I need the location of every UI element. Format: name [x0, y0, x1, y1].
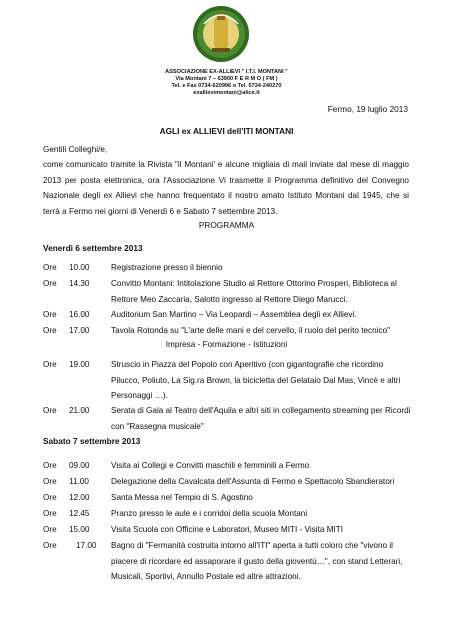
letter-title: AGLI ex ALLIEVI dell'ITI MONTANI [159, 126, 294, 136]
ore-label: Ore [43, 477, 57, 486]
time: 16.00 [69, 310, 90, 319]
time: 21.00 [69, 406, 90, 415]
day-heading-saturday: Sabato 7 settembre 2013 [43, 436, 141, 446]
ore-label: Ore [43, 279, 57, 288]
association-phone: Tel. e Fax 0734-620996 o Tel. 0734-240270 [171, 83, 282, 89]
association-address: Via Montani 7 – 63900 F E R M O ( FM ) [175, 76, 278, 82]
event-desc: Struscio in Piazza del Popolo con Aperitivo (con gigantografie che ricordino Pilucco, Poliuto, La Sig.ra Brown, la bicicletta del Gelataio Dal Mas, Vincè e altri Personaggi …). [111, 360, 401, 400]
event-desc: Convitto Montani: Intitolazione Studio al Rettore Ottorino Prosperi, Biblioteca al Rettore Meo Zaccaria, Salotto ingresso al Rettore Diego Marucci. [111, 279, 397, 304]
event-desc: Auditorium San Martino – Via Leopardi – Assemblea degli ex Allievi. [111, 310, 357, 319]
event-desc: Bagno di "Fermanità costruita intorno all'ITI" aperta a tutti coloro che "vivono il piacere di ricordare ed assaporare il gusto della gioventù…", con stand Letterari, Musicali, Sportivi, Annullo Postale ed altre attrazioni. [111, 541, 403, 581]
time: 15.00 [69, 525, 90, 534]
time: 12.45 [69, 509, 90, 518]
time: 11.00 [69, 477, 89, 486]
time: 12.00 [69, 493, 90, 502]
time: 14.30 [69, 279, 90, 288]
ore-label: Ore [43, 310, 57, 319]
ore-label: Ore [43, 525, 57, 534]
ore-label: Ore [43, 461, 57, 470]
time: 17.00 [76, 541, 97, 550]
event-desc: Visita Scuola con Officine e Laboratori, Museo MITI - Visita MITI [111, 525, 344, 534]
intro-paragraph: come comunicato tramite la Rivista "il Montani' e alcune migliaia di mail inviate dal mese di maggio 2013 per posta elettronica, ora l'Associazione Vi trasmette il Programma definitivo del Convegno Nazionale degli ex Allievi che hanno frequentato il nostro amato Istituto Montani dal 1945, che si terrà a Fermo nei giorni di Venerdì 6 e Sabato 7 settembre 2013. [43, 160, 409, 216]
event-desc: Pranzo presso le aule e i corridoi della scuola Montani [111, 509, 308, 518]
time: 09.00 [69, 461, 90, 470]
time: 10.00 [69, 263, 90, 272]
day-heading-friday: Venerdì 6 settembre 2013 [43, 243, 143, 253]
event-desc: Visita ai Collegi e Convitti maschili e femminili a Fermo [111, 461, 310, 470]
association-email[interactable]: exallievimontani@alice.it [193, 90, 260, 96]
time: 17.00 [69, 326, 90, 335]
letter-date: Fermo, 19 luglio 2013 [327, 104, 408, 114]
time: 19.00 [69, 360, 90, 369]
ore-label: Ore [43, 406, 57, 415]
event-desc: Serata di Gala al Teatro dell'Aquila e altri siti in collegamento streaming per Ricordi con "Rassegna musicale" [111, 406, 411, 431]
ore-label: Ore [43, 360, 57, 369]
ore-label: Ore [43, 326, 57, 335]
programma-heading: PROGRAMMA [198, 220, 255, 230]
round-table-themes: Impresa - Formazione - Istituzioni [165, 340, 288, 349]
ore-label: Ore [43, 263, 57, 272]
ore-label: Ore [43, 509, 57, 518]
event-desc: Registrazione presso il biennio [111, 263, 223, 272]
ore-label: Ore [43, 541, 57, 550]
event-desc: Delegazione della Cavalcata dell'Assunta di Fermo e Spettacolo Sbandieratori [111, 477, 395, 486]
association-logo [192, 4, 250, 64]
greeting: Gentili Colleghi/e, [43, 145, 108, 154]
ore-label: Ore [43, 493, 57, 502]
event-desc: Tavola Rotonda su "L'arte delle mani e del cervello, il ruolo del perito tecnico" [111, 326, 391, 335]
association-name: ASSOCIAZIONE EX-ALLIEVI " I.T.I. MONTANI " [165, 69, 288, 75]
event-desc: Santa Messa nel Tempio di S. Agostino [111, 493, 253, 502]
